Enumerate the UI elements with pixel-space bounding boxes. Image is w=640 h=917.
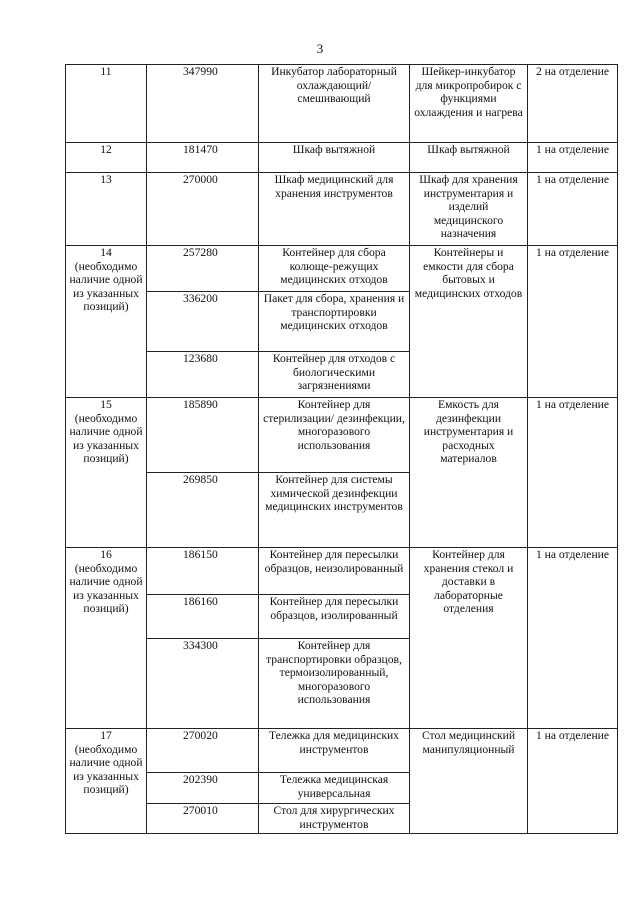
table-row — [66, 398, 618, 473]
item-name: Шкаф вытяжной — [259, 143, 410, 173]
quantity: 1 на отделение — [528, 729, 618, 834]
equipment-type: Емкость для дезинфекции инструментария и расходных материалов — [410, 398, 528, 548]
item-name: Контейнер для пересылки образцов, неизолированный — [259, 548, 410, 595]
item-name: Инкубатор лабораторный охлаждающий/ смешивающий — [259, 65, 410, 143]
item-code: 202390 — [147, 773, 259, 804]
equipment-type: Стол медицинский манипуляционный — [410, 729, 528, 834]
item-name: Контейнер для сбора колюще-режущих медицинских отходов — [259, 246, 410, 292]
item-name: Тележка для медицинских инструментов — [259, 729, 410, 773]
quantity: 1 на отделение — [528, 246, 618, 398]
item-code: 270020 — [147, 729, 259, 773]
item-name: Контейнер для системы химической дезинфекции медицинских инструментов — [259, 473, 410, 548]
row-number: 17 (необходимо наличие одной из указанных позиций) — [66, 729, 147, 834]
item-code: 269850 — [147, 473, 259, 548]
table-row — [66, 548, 618, 595]
item-code: 186150 — [147, 548, 259, 595]
equipment-type: Шкаф вытяжной — [410, 143, 528, 173]
item-name: Контейнер для отходов с биологическими загрязнениями — [259, 352, 410, 398]
item-name: Пакет для сбора, хранения и транспортировки медицинских отходов — [259, 292, 410, 352]
row-number: 13 — [66, 173, 147, 246]
equipment-type: Шейкер-инкубатор для микропробирок с функциями охлаждения и нагрева — [410, 65, 528, 143]
table-row — [66, 246, 618, 292]
item-code: 336200 — [147, 292, 259, 352]
equipment-type: Контейнеры и емкости для сбора бытовых и медицинских отходов — [410, 246, 528, 398]
item-code: 334300 — [147, 639, 259, 729]
quantity: 1 на отделение — [528, 398, 618, 548]
quantity: 1 на отделение — [528, 173, 618, 246]
item-code: 257280 — [147, 246, 259, 292]
quantity: 1 на отделение — [528, 548, 618, 729]
item-code: 270000 — [147, 173, 259, 246]
page-number: 3 — [316, 41, 324, 56]
item-code: 181470 — [147, 143, 259, 173]
item-name: Контейнер для стерилизации/ дезинфекции, многоразового использования — [259, 398, 410, 473]
row-number: 11 — [66, 65, 147, 143]
quantity: 2 на отделение — [528, 65, 618, 143]
table-row — [66, 173, 618, 246]
item-name: Шкаф медицинский для хранения инструментов — [259, 173, 410, 246]
item-name: Контейнер для транспортировки образцов, термоизолированный, многоразового использования — [259, 639, 410, 729]
item-name: Стол для хирургических инструментов — [259, 804, 410, 834]
equipment-table — [65, 64, 618, 834]
row-number: 12 — [66, 143, 147, 173]
row-number: 16 (необходимо наличие одной из указанных позиций) — [66, 548, 147, 729]
row-number: 15 (необходимо наличие одной из указанных позиций) — [66, 398, 147, 548]
item-code: 347990 — [147, 65, 259, 143]
item-code: 270010 — [147, 804, 259, 834]
item-code: 123680 — [147, 352, 259, 398]
item-name: Контейнер для пересылки образцов, изолированный — [259, 595, 410, 639]
item-name: Тележка медицинская универсальная — [259, 773, 410, 804]
quantity: 1 на отделение — [528, 143, 618, 173]
equipment-type: Контейнер для хранения стекол и доставки в лабораторные отделения — [410, 548, 528, 729]
table-row — [66, 143, 618, 173]
item-code: 185890 — [147, 398, 259, 473]
table-row — [66, 65, 618, 143]
row-number: 14 (необходимо наличие одной из указанных позиций) — [66, 246, 147, 398]
item-code: 186160 — [147, 595, 259, 639]
equipment-type: Шкаф для хранения инструментария и изделий медицинского назначения — [410, 173, 528, 246]
table-row — [66, 729, 618, 773]
